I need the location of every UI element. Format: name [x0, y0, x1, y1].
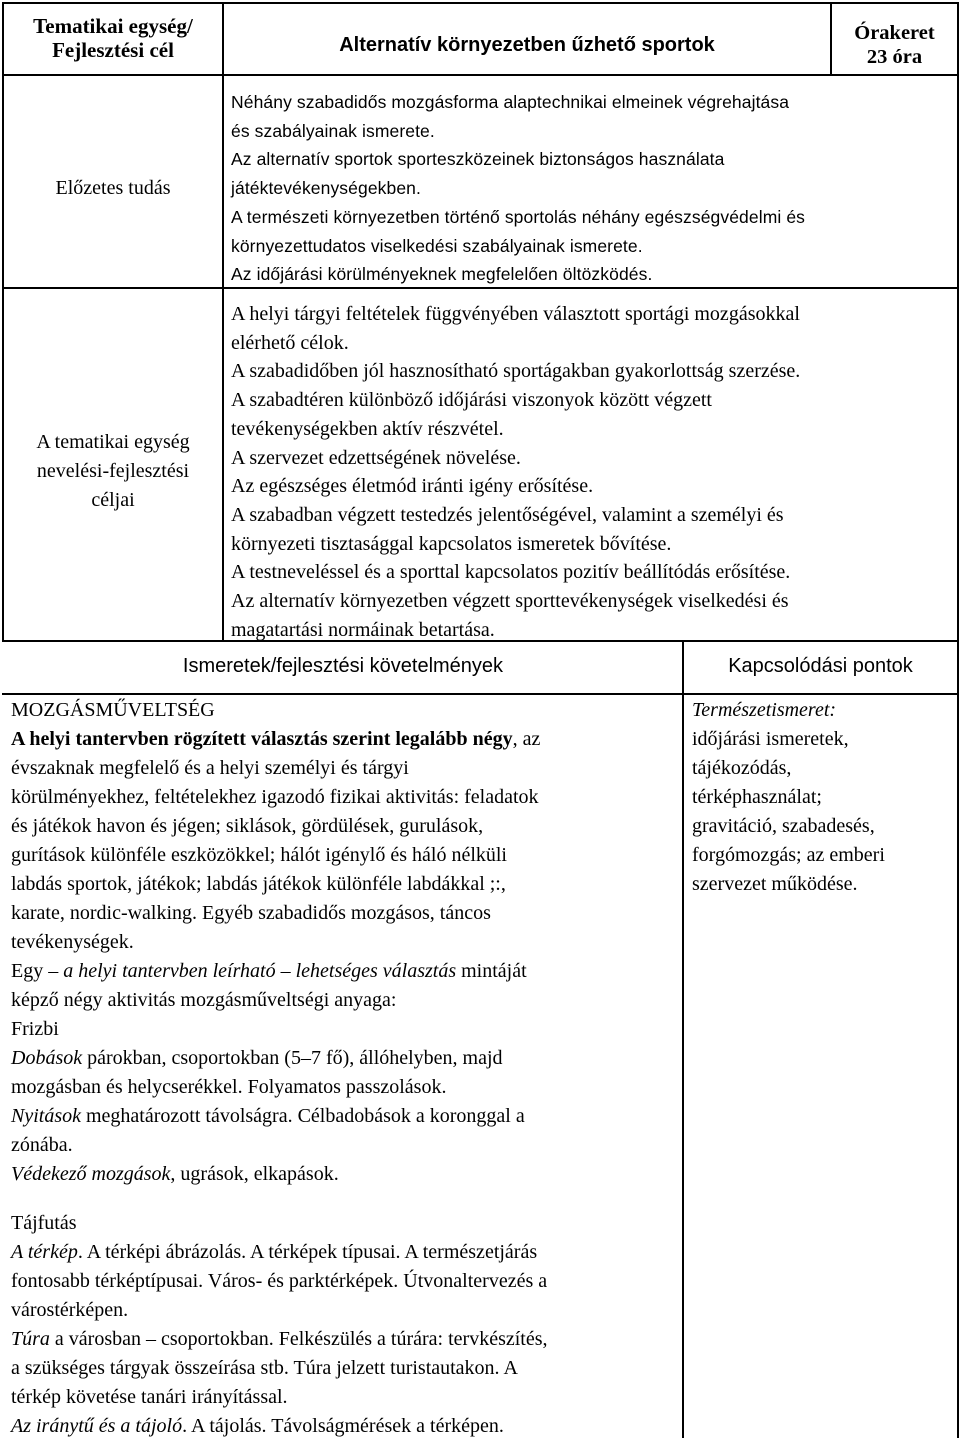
example-intro: Egy – a helyi tantervben leírható – lehetséges választás mintáját [11, 960, 527, 982]
requirements-header-divider [2, 693, 959, 695]
prior-knowledge-label: Előzetes tudás [55, 177, 171, 199]
openings-line: Nyitások meghatározott távolságra. Célbadobások a koronggal a [11, 1105, 525, 1127]
goals-line: A testneveléssel és a sporttal kapcsolatos pozitív beállítódás erősítése. [231, 561, 791, 584]
goals-line: Az alternatív környezetben végzett sporttevékenységek viselkedési és [231, 590, 789, 613]
tour-line3: térkép követése tanári irányítással. [11, 1386, 288, 1408]
orienteering-content [11, 1209, 679, 1441]
tour-line: Túra a városban – csoportokban. Felkészülés a túrára: tervkészítés, [11, 1328, 548, 1350]
map-line3: várostérképen. [11, 1299, 129, 1321]
compass-line: Az iránytű és a tájoló. A tájolás. Távolságmérések a térképen. [11, 1415, 504, 1437]
prior-knowledge-line: Néhány szabadidős mozgásforma alaptechnikai elmeinek végrehajtása [231, 92, 790, 112]
connections-line: időjárási ismeretek, [692, 728, 849, 750]
example-intro-line2: képző négy aktivitás mozgásműveltségi anyaga: [11, 989, 397, 1011]
requirement-line: tevékenységek. [11, 931, 134, 953]
goals-line: elérhető célok. [231, 331, 349, 354]
connections-line: szervezet működése. [692, 873, 858, 895]
hours-label: Órakeret [854, 22, 935, 44]
requirement-line: labdás sportok, játékok; labdás játékok különféle labdákkal ;:, [11, 873, 506, 895]
throws-line: Dobások párokban, csoportokban (5–7 fő), állóhelyben, majd [11, 1047, 503, 1069]
table-border-left [2, 2, 4, 640]
goals-line: A szabadidőben jól hasznosítható sportágakban gyakorlottság szerzése. [231, 360, 801, 383]
goals-line: Az egészséges életmód iránti igény erősítése. [231, 475, 594, 498]
unit-header-line2: Fejlesztési cél [52, 38, 174, 62]
map-line2: fontosabb térképtípusai. Város- és parktérképek. Útvonaltervezés a [11, 1270, 548, 1292]
connections-subject: Természetismeret: [692, 699, 837, 721]
goals-line: A szabadban végzett testedzés jelentőségével, valamint a személyi és [231, 503, 784, 526]
hours-value: 23 óra [866, 46, 923, 68]
connections-line: forgómozgás; az emberi [692, 844, 885, 866]
goals-line: A helyi tárgyi feltételek függvényében választott sportági mozgásokkal [231, 303, 800, 325]
unit-title-text: Alternatív környezetben űzhető sportok [339, 34, 715, 56]
openings-line2: zónába. [11, 1134, 73, 1156]
prior-knowledge-line: játéktevékenységekben. [231, 178, 421, 199]
header-row-divider [2, 74, 959, 76]
prior-knowledge-line: Az időjárási körülményeknek megfelelően öltözködés. [231, 264, 653, 285]
goals-line: A szabadtéren különböző időjárási viszonyok között végzett [231, 389, 712, 412]
tour-line2: a szükséges tárgyak összeírása stb. Túra jelzett turistautakon. A [11, 1357, 518, 1379]
requirement-line: és játékok havon és jégen; siklások, gördülések, gurulások, [11, 815, 484, 837]
hours-header [832, 21, 957, 69]
table-border-top [2, 2, 959, 4]
goals-line: tevékenységekben aktív részvétel. [231, 417, 504, 440]
requirement-line: körülményekhez, feltételekhez igazodó fizikai aktivitás: feladatok [11, 786, 539, 808]
table-border-right [957, 2, 959, 1438]
unit-header-line1: Tematikai egység/ [33, 14, 193, 38]
goals-content [231, 300, 955, 644]
goals-line: magatartási normáinak betartása. [231, 618, 495, 641]
connections-header: Kapcsolódási pontok [728, 655, 913, 677]
connections-line: térképhasználat; [692, 786, 822, 808]
prior-knowledge-line: A természeti környezetben történő sportolás néhány egészségvédelmi és [231, 206, 806, 227]
prior-knowledge-line: Az alternatív sportok sporteszközeinek biztonságos használata [231, 149, 725, 170]
prior-knowledge-line: és szabályainak ismerete. [231, 120, 435, 141]
frisbee-title: Frizbi [11, 1018, 59, 1040]
connections-column-divider [682, 640, 684, 1438]
connections-line: gravitáció, szabadesés, [692, 815, 875, 837]
requirement-line: karate, nordic-walking. Egyéb szabadidős mozgásos, táncos [11, 902, 491, 924]
requirements-content [11, 696, 679, 1189]
goals-line: A szervezet edzettségének növelése. [231, 446, 521, 469]
requirement-line: gurítások különféle eszközökkel; hálót igénylő és háló nélküli [11, 844, 507, 866]
requirement-line: évszaknak megfelelő és a helyi személyi és tárgyi [11, 757, 409, 779]
goals-line: környezeti tisztasággal kapcsolatos ismeretek bővítése. [231, 532, 672, 555]
prior-knowledge-line: környezettudatos viselkedési szabályainak ismerete. [231, 235, 643, 256]
requirement-lead: A helyi tantervben rögzített választás szerint legalább négy, az [11, 728, 541, 750]
unit-column-header [4, 14, 222, 62]
prior-knowledge-content [231, 88, 955, 289]
left-column-divider [222, 2, 224, 642]
map-line: A térkép. A térképi ábrázolás. A térképek típusai. A természetjárás [11, 1241, 538, 1263]
orienteering-title: Tájfutás [11, 1212, 77, 1234]
unit-title [224, 34, 830, 57]
section-title: MOZGÁSMŰVELTSÉG [11, 699, 215, 721]
throws-line2: mozgásban és helycserékkel. Folyamatos passzolások. [11, 1076, 447, 1098]
requirements-header: Ismeretek/fejlesztési követelmények [182, 655, 504, 677]
goals-label: A tematikai egység nevelési-fejlesztési céljai [36, 431, 190, 511]
defense-line: Védekező mozgások, ugrások, elkapások. [11, 1163, 339, 1185]
connections-content [692, 696, 954, 899]
connections-line: tájékozódás, [692, 757, 792, 779]
